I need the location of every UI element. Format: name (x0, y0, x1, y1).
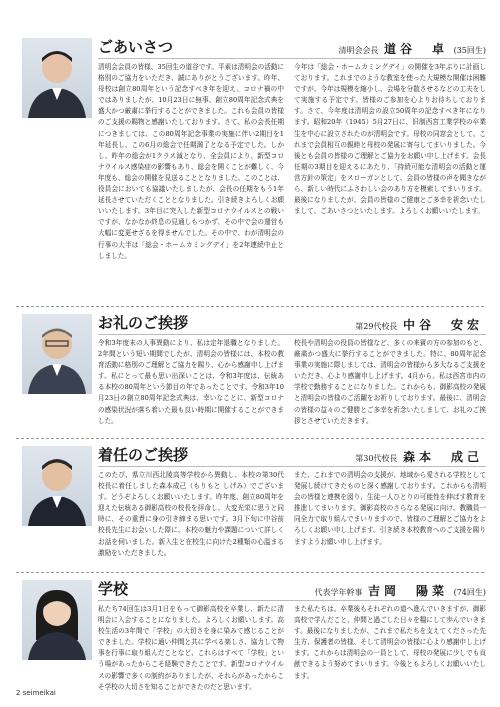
page-number: 2 (16, 689, 21, 697)
author-name: 森本 成己 (402, 450, 483, 464)
person-icon (22, 580, 92, 660)
page-footer (16, 689, 56, 697)
author-byline (338, 42, 486, 58)
section-farewell (22, 314, 486, 432)
column-left (98, 62, 284, 300)
section-title: ごあいさつ (98, 38, 174, 56)
author-name: 中谷 安宏 (402, 318, 483, 332)
author-name: 吉岡 陽菜 (368, 584, 449, 598)
author-byline (355, 450, 486, 466)
article-text: 今年は「総会・ホームカミングデイ」の開催を3年ぶりに計画しております。これまでのような教室を使った大規模な開催は困難ですが、今年は規模を縮小し、会場を分散させるなどの工夫をして実施する予定です。皆様のご参加を心よりお待ちしております。さて、今年度は清明会の設立50周年の記念すべき年になります。昭和20年（1945）5月27日に、旧制西宮工業学校の卒業生を中心に設立されたのが清明会です。母校の同窓会として、これまで会員相互の親睦と母校の発展に寄与してまいりました。今後とも会員の皆様のご理解とご協力をお願い申し上げます。会長任期の3期目を迎えるにあたり、「持続可能な清明会の活動と運営方針の策定」をスローガンとして、会員の皆様の声を聞きながら、新しい時代にふさわしい会のあり方を模索してまいります。最後になりましたが、会員の皆様のご健康とご多幸を祈念いたしまして、ごあいさつといたします。よろしくお願いいたします。 (294, 63, 486, 216)
section-school (22, 580, 486, 691)
person-icon (22, 38, 92, 118)
person-icon (22, 446, 92, 526)
column-left (98, 338, 284, 432)
person-icon (22, 314, 92, 394)
portrait-photo (22, 446, 92, 526)
section-title: 着任のご挨拶 (98, 446, 189, 464)
section-arrival (22, 446, 486, 566)
author-role: 代表学年幹事 (314, 588, 363, 597)
article-columns (98, 470, 486, 566)
section-divider (16, 572, 484, 573)
section-title: 学校 (98, 580, 129, 598)
portrait-photo (22, 580, 92, 660)
column-left (98, 604, 284, 691)
author-role: 第30代校長 (355, 454, 398, 463)
article-text: このたび、県立川西北陵高等学校から異動し、本校の第30代校長に着任しました森本成己（もりもと しげみ）でございます。どうぞよろしくお願いいたします。昨年度、創立80周年を迎えた伝統ある御影高校の校長を拝命し、大変光栄に思うと同時に、その重責に身の引き締まる思いです。3月下旬に中谷前校長先生にお会いした際に、本校の魅力や課題について詳しくお話を伺いました。新入生と在校生に向けた2種類の心温まる激励をいただきました。 (98, 471, 284, 557)
section-header (98, 446, 486, 467)
author-role: 第29代校長 (355, 322, 398, 331)
publication-name: seimeikai (22, 689, 56, 697)
article-text: 校長や清明会の役員の皆様など、多くの来賓の方の参加のもと、厳粛かつ盛大に挙行することができました。特に、80周年記念事業の実施に際しましては、清明会の皆様から多大なるご支援をいただき、心より感謝申し上げます。4月から、私は西宮市内の学校で勤務することになりました。これからも、御影高校の発展と清明会の皆様のご活躍をお祈りしております。最後に、清明会の皆様の益々のご健勝とご多幸を祈念いたしまして、お礼のご挨拶とさせていただきます。 (294, 339, 486, 425)
article-columns (98, 338, 486, 432)
article-text: また、これまでの清明会の支援が、地域から愛される学校として発展し続けてきたものと深く感謝しております。これからも清明会の皆様と連携を図り、生徒一人ひとりの可能性を伸ばす教育を推進してまいります。御影高校のさらなる発展に向け、教職員一同全力で取り組んでまいりますので、皆様のご理解とご協力をよろしくお願い申し上げます。引き続き本校教育へのご支援を賜りますようお願い申し上げます。 (294, 471, 486, 546)
column-right (294, 338, 486, 432)
section-header (98, 314, 486, 335)
column-right (294, 470, 486, 566)
section-greeting (22, 38, 486, 300)
article-columns (98, 62, 486, 300)
section-header (98, 580, 486, 601)
author-role: 清明会会長 (338, 46, 379, 55)
article-columns (98, 604, 486, 691)
author-byline (355, 318, 486, 334)
author-byline (314, 584, 486, 600)
author-name: 道谷 卓 (384, 42, 449, 56)
article-text: 清明会会員の皆様、35回生の道谷です。平素は清明会の活動に格別のご協力をいただき、誠にありがとうございます。昨年、母校は創立80周年という記念すべき年を迎え、コロナ禍の中ではありましたが、10月23日に無事、創立80周年記念式典を盛大かつ厳粛に挙行することができました。これも会員の皆様のご支援の賜物と感謝いたしております。さて、私の会長任期につきましては、この80周年記念事業の実施に伴い2期目を1年延長し、この6月の総会で任期満了となる予定でした。しかし、昨年の総会が1クラス減となり、全会員により、新型コロナウイルス感染症の影響もあり、総会を開くことが難しく、今年度も、総会の開催を見送ることとなりました。このことは、役員会においても協議いたしましたが、会長の任期をもう1年延長させていただくこととなりました。引き続きよろしくお願いいたします。3年目に突入した新型コロナウイルスとの戦いですが、なかなか終息の見通しもつかず、その中で会の運営も大幅に変更せざるを得ませんでした。その中で、わが清明会の行事の大半は「総会・ホームカミングデイ」を2年連続中止としました。 (98, 63, 284, 260)
section-header (98, 38, 486, 59)
section-divider (16, 438, 484, 439)
column-right (294, 62, 486, 300)
column-left (98, 470, 284, 566)
portrait-photo (22, 314, 92, 394)
article-text: また私たちは、卒業後もそれぞれの道へ進んでいきますが、御影高校で学んだこと、仲間と過ごした日々を糧にして歩んでいきます。最後になりましたが、これまで私たちを支えてくださった先生方、保護者の皆様、そして清明会の皆様に心より感謝申し上げます。これからは清明会の一員として、母校の発展に少しでも貢献できるよう努めてまいります。今後ともよろしくお願いいたします。 (294, 605, 486, 680)
column-right (294, 604, 486, 680)
section-divider (16, 306, 484, 307)
portrait-photo (22, 38, 92, 118)
article-text: 私たち74回生は3月1日をもって御影高校を卒業し、新たに清明会に入会することになりました。よろしくお願いします。高校生活の3年間で「学校」の大切さを身に染みて感じることができました。学校に通い仲間と共に学べる楽しさ、協力して物事を行事に取り組んだことなど、これらはすべて「学校」という場があったからこそ経験できたことです。新型コロナウイルスの影響で多くの制約がありましたが、それらがあったからこそ学校の大切さを知ることができたのだと思います。 (98, 605, 284, 691)
author-cohort: (74回生) (453, 588, 486, 597)
article-text: 令和3年度末の人事異動により、私は定年退職となりました。2年間という短い期間でしたが、清明会の皆様には、本校の教育活動に格別のご理解とご協力を賜り、心から感謝申し上げます。私にとって最も思い出深いことは、令和3年度は、伝統ある本校の80周年という節目の年であったことです。令和3年10月23日の創立80周年記念式典は、幸いなことに、新型コロナの感染状況が落ち着いた最も良い時期に開催することができました。 (98, 339, 284, 425)
author-cohort: (35回生) (453, 46, 486, 55)
section-title: お礼のご挨拶 (98, 314, 189, 332)
